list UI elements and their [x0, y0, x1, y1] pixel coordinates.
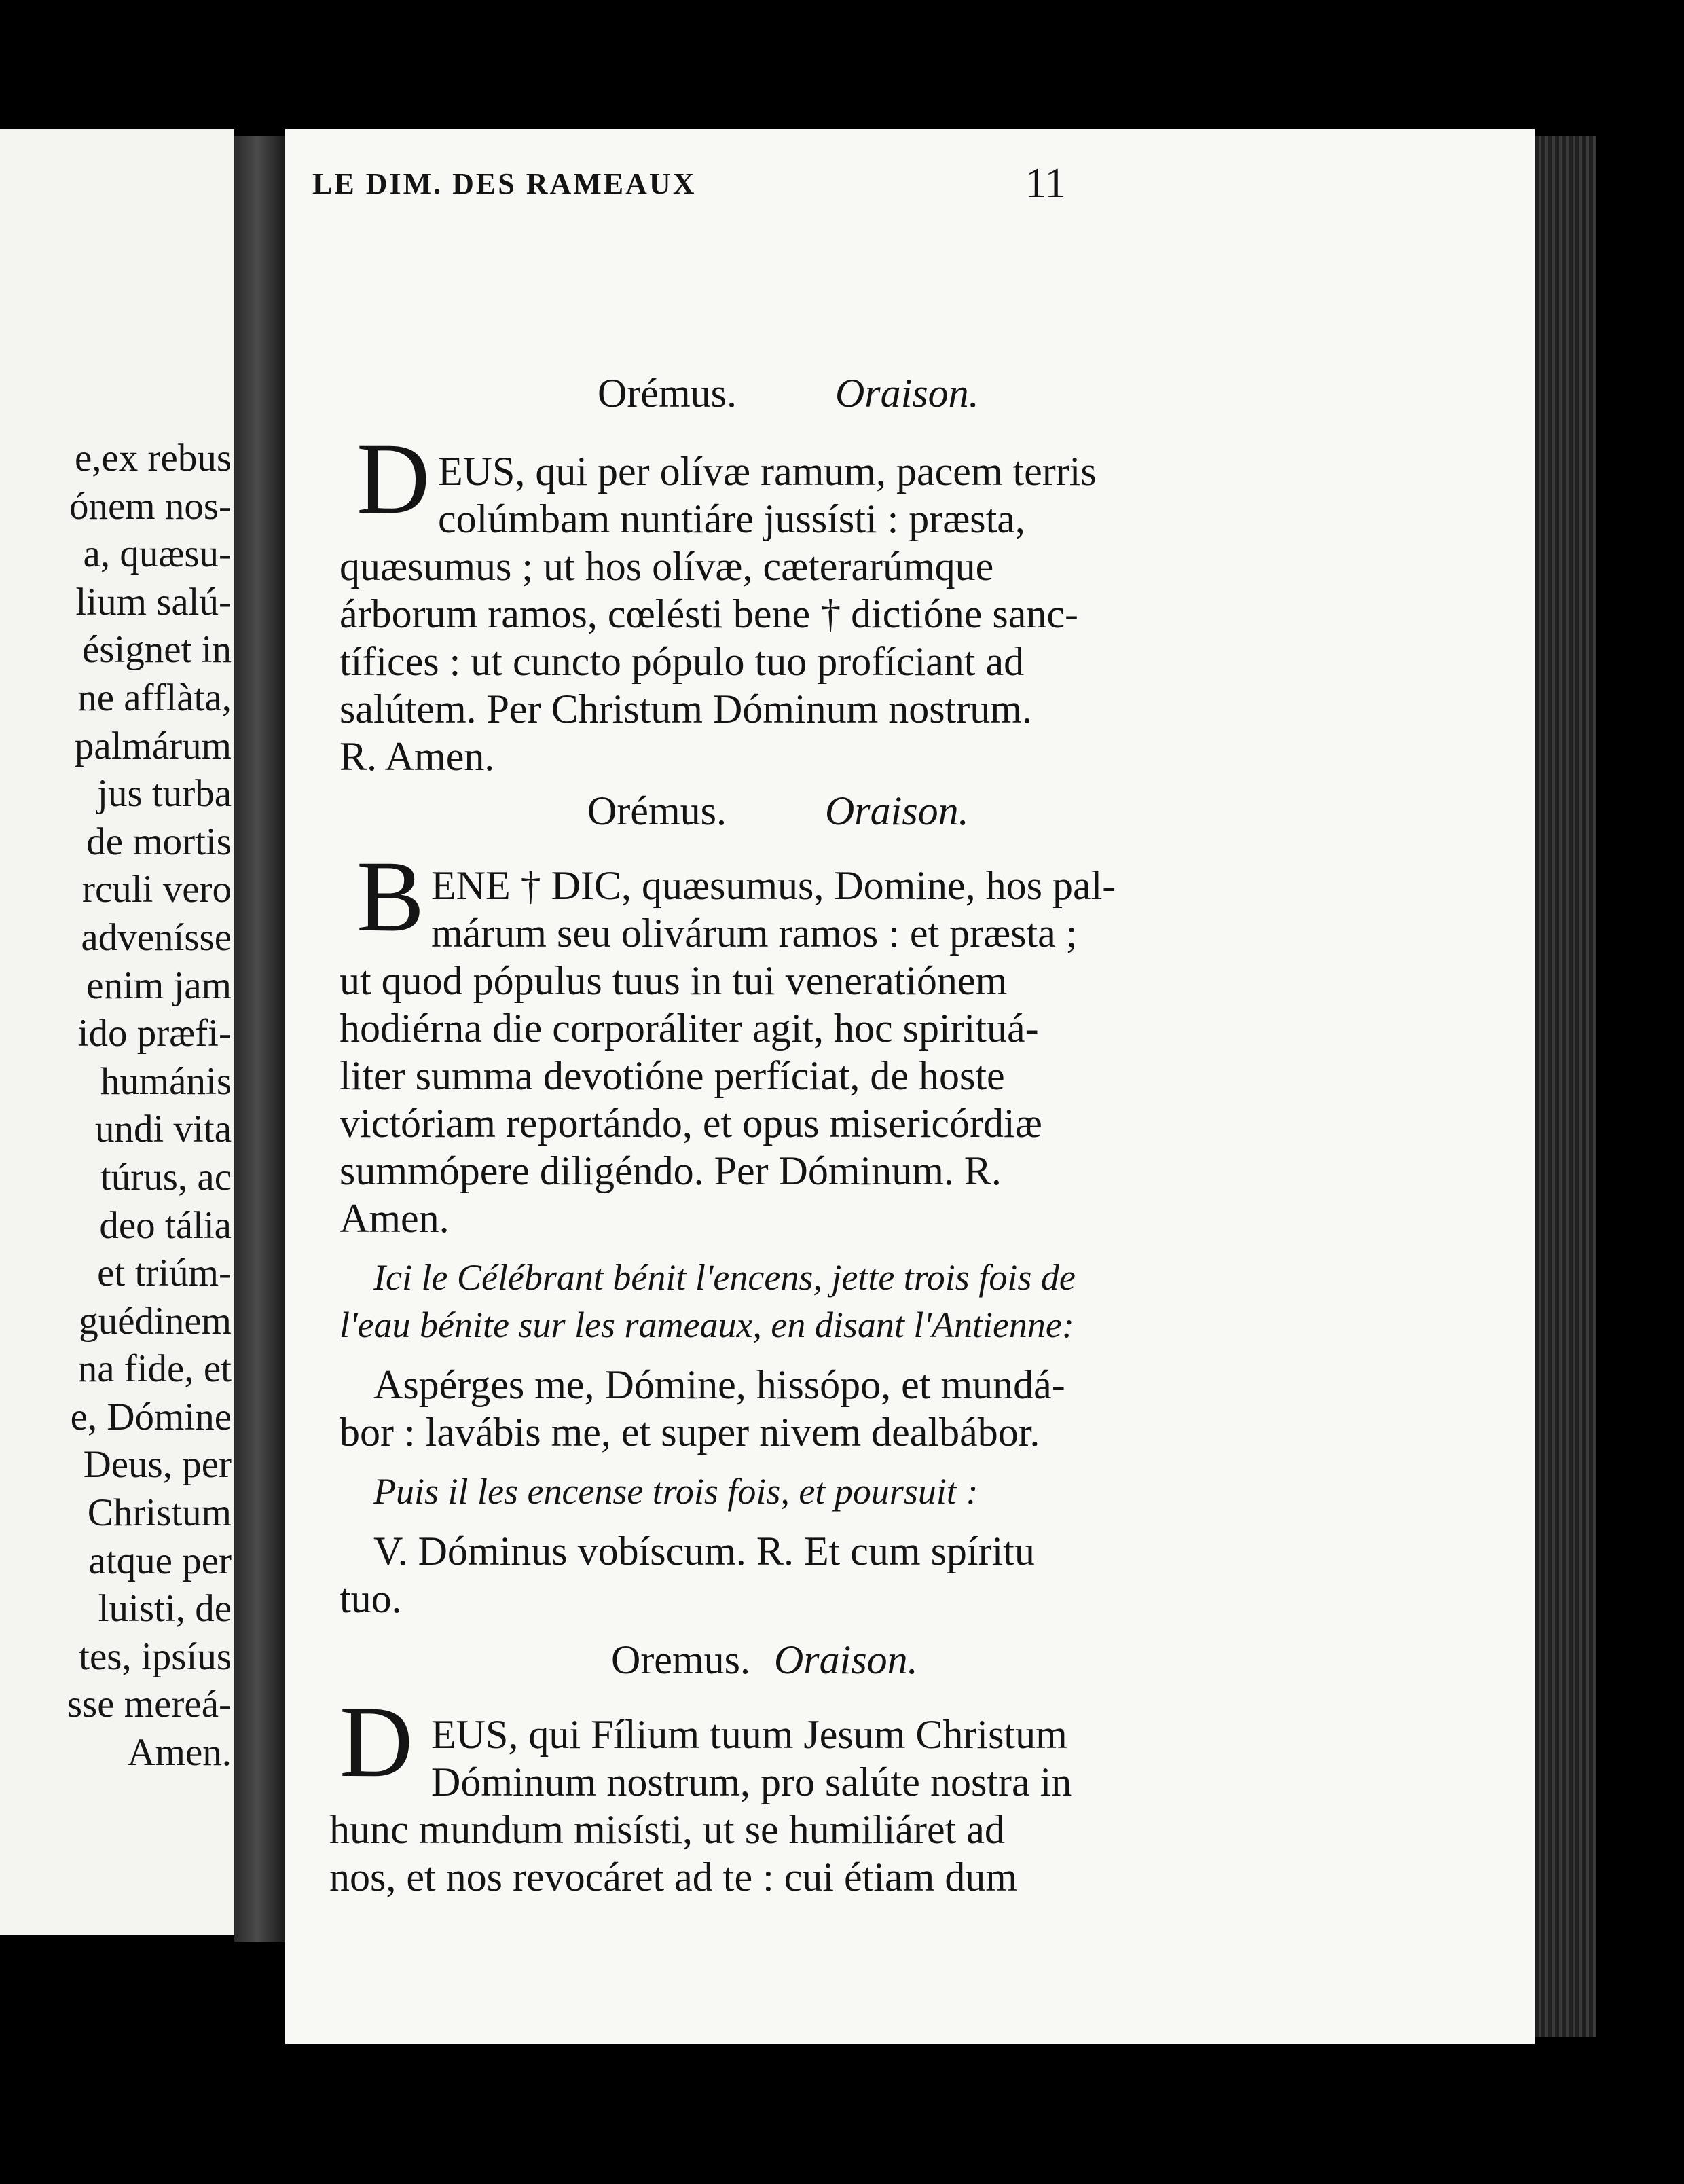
left-page-text — [67, 435, 232, 1777]
antiphon-line: bor : lavábis me, et super nivem dealbábor. — [340, 1410, 1040, 1455]
prayer-line: victóriam reportándo, et opus misericórdiæ — [340, 1101, 1042, 1146]
left-page-line: e,ex rebus — [74, 437, 232, 479]
rubric-line: l'eau bénite sur les rameaux, en disant l'Antienne: — [340, 1305, 1074, 1345]
oremus-heading: Oremus. Oraison. — [611, 1637, 918, 1682]
left-page-line: sse mereá- — [67, 1683, 232, 1726]
left-page-line: ónem nos- — [69, 484, 232, 528]
left-page-line: humánis — [100, 1059, 232, 1103]
page-number: 11 — [1025, 160, 1066, 206]
prayer-line: liter summa devotióne perfíciat, de hoste — [340, 1053, 1005, 1098]
left-page-line: deo tália — [99, 1203, 232, 1247]
prayer-line: summópere diligéndo. Per Dóminum. R. — [340, 1148, 1002, 1193]
left-page-line: Amen. — [127, 1731, 232, 1774]
versicle-line: tuo. — [340, 1576, 402, 1621]
prayer-line: ENE † DIC, quæsumus, Domine, hos pal- — [431, 863, 1116, 908]
left-page-line: et triúm- — [97, 1252, 232, 1295]
left-page-line: palmárum — [74, 724, 232, 767]
left-page-line: ésignet in — [81, 628, 232, 672]
left-page-line: Christum — [87, 1491, 232, 1535]
prayer-line: R. Amen. — [340, 734, 495, 779]
prayer-line: hodiérna die corporáliter agit, hoc spirituá- — [340, 1006, 1039, 1051]
left-page-line: de mortis — [86, 820, 232, 863]
left-page-line: atque per — [88, 1539, 232, 1582]
left-page-line: tes, ipsíus — [79, 1635, 232, 1678]
prayer-line: márum seu olivárum ramos : et præsta ; — [431, 911, 1078, 956]
left-page-line: Deus, per — [83, 1443, 232, 1487]
prayer-line: ut quod pópulus tuus in tui veneratiónem — [340, 958, 1008, 1003]
prayer-line: hunc mundum misísti, ut se humiliáret ad — [329, 1807, 1005, 1852]
left-page-line: na fide, et — [77, 1347, 232, 1391]
rubric-line: Ici le Célébrant bénit l'encens, jette trois fois de — [373, 1257, 1076, 1298]
prayer-line: nos, et nos revocáret ad te : cui étiam dum — [329, 1855, 1017, 1899]
prayer-line: tífices : ut cuncto pópulo tuo profíciant ad — [340, 639, 1025, 684]
book-gutter — [234, 136, 285, 1942]
left-page-line: ne afflàta, — [77, 676, 232, 719]
left-page-line: a, quæsu- — [83, 532, 232, 576]
rubric-line: Puis il les encense trois fois, et poursuit : — [373, 1471, 978, 1512]
oremus-heading: Orémus. Oraison. — [598, 371, 979, 416]
left-page-line: rculi vero — [82, 868, 232, 911]
prayer-line: salútem. Per Christum Dóminum nostrum. — [340, 687, 1032, 731]
left-page-line: jus turba — [97, 772, 232, 816]
left-page-line: túrus, ac — [100, 1155, 232, 1199]
left-page-line: luisti, de — [98, 1587, 232, 1631]
left-page-line: undi vita — [94, 1108, 232, 1151]
left-page-line: enim jam — [86, 964, 232, 1007]
left-page-line: e, Dómine — [70, 1395, 232, 1438]
running-header — [48, 160, 1290, 214]
header-title: LE DIM. DES RAMEAUX — [312, 167, 697, 200]
drop-cap: D — [340, 1686, 414, 1798]
left-page-line: advenísse — [81, 915, 232, 959]
drop-cap: D — [356, 422, 431, 535]
versicle-line: V. Dóminus vobíscum. R. Et cum spíritu — [373, 1529, 1035, 1573]
antiphon-line: Aspérges me, Dómine, hissópo, et mundá- — [373, 1362, 1065, 1407]
drop-cap: B — [356, 840, 425, 953]
prayer-line: EUS, qui per olívæ ramum, pacem terris — [438, 449, 1097, 494]
oremus-heading: Orémus. Oraison. — [587, 788, 969, 833]
left-page-line: ido præfi- — [77, 1012, 232, 1055]
prayer-line: EUS, qui Fílium tuum Jesum Christum — [431, 1712, 1067, 1757]
prayer-line: quæsumus ; ut hos olívæ, cæterarúmque — [340, 544, 994, 589]
left-page-line: guédinem — [79, 1299, 232, 1343]
left-page-line: lium salú- — [75, 580, 232, 623]
prayer-line: Amen. — [340, 1196, 450, 1241]
prayer-line: árborum ramos, cœlésti bene † dictióne sanc- — [340, 592, 1078, 636]
prayer-line: colúmbam nuntiáre jussísti : præsta, — [438, 496, 1025, 541]
prayer-line: Dóminum nostrum, pro salúte nostra in — [431, 1760, 1072, 1804]
page-edges — [1535, 136, 1596, 2037]
left-facing-page — [0, 129, 234, 1935]
